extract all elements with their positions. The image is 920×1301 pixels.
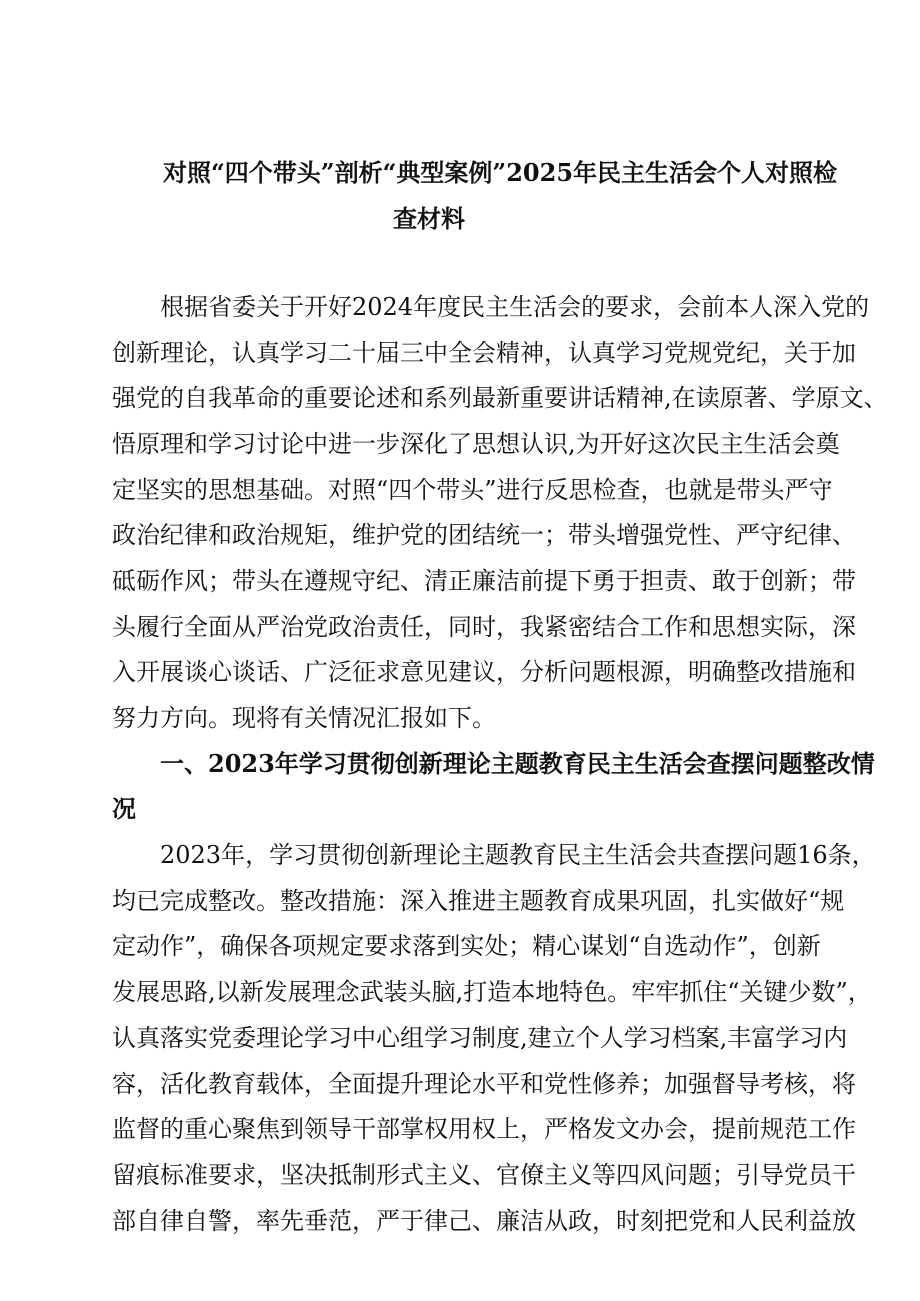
- paragraph-2-line-5: 认真落实党委理论学习中心组学习制度,建立个人学习档案,丰富学习内: [112, 1024, 848, 1052]
- paragraph-1-line-10: 努力方向。现将有关情况汇报如下。: [112, 704, 496, 732]
- paragraph-1-line-9: 入开展谈心谈话、广泛征求意见建议，分析问题根源，明确整改措施和: [112, 658, 856, 686]
- paragraph-2-line-6: 容，活化教育载体，全面提升理论水平和党性修养；加强督导考核，将: [112, 1070, 856, 1098]
- paragraph-2-line-8: 留痕标准要求，坚决抵制形式主义、官僚主义等四风问题；引导党员干: [112, 1161, 856, 1189]
- paragraph-1-line-6: 政治纪律和政治规矩，维护党的团结统一；带头增强党性、严守纪律、: [112, 521, 856, 549]
- paragraph-2-line-3: 定动作”，确保各项规定要求落到实处；精心谋划“自选动作”，创新: [112, 932, 821, 960]
- paragraph-1-line-3: 强党的自我革命的重要论述和系列最新重要讲话精神,在读原著、学原文、: [112, 384, 888, 412]
- section-heading-1-line-1: 一、2023年学习贯彻创新理论主题教育民主生活会查摆问题整改情: [160, 749, 875, 778]
- paragraph-1-line-5: 定坚实的思想基础。对照“四个带头”进行反思检查，也就是带头严守: [112, 476, 833, 504]
- section-heading-1-line-2: 况: [112, 794, 136, 823]
- paragraph-2-line-1: 2023年，学习贯彻创新理论主题教育民主生活会共查摆问题16条，: [160, 841, 876, 869]
- paragraph-2-line-4: 发展思路,以新发展理念武装头脑,打造本地特色。牢牢抓住“关键少数”，: [112, 978, 872, 1006]
- paragraph-1-line-4: 悟原理和学习讨论中进一步深化了思想认识,为开好这次民主生活会奠: [112, 430, 840, 458]
- document-title-line-2: 查材料: [393, 204, 465, 233]
- document-title-line-1: 对照“四个带头”剖析“典型案例”2025年民主生活会个人对照检: [163, 158, 838, 187]
- paragraph-1-line-2: 创新理论，认真学习二十届三中全会精神，认真学习党规党纪，关于加: [112, 339, 856, 367]
- paragraph-1-line-7: 砥砺作风；带头在遵规守纪、清正廉洁前提下勇于担责、敢于创新；带: [112, 567, 856, 595]
- paragraph-2-line-9: 部自律自警，率先垂范，严于律己、廉洁从政，时刻把党和人民利益放: [112, 1207, 856, 1235]
- paragraph-1-line-1: 根据省委关于开好2024年度民主生活会的要求，会前本人深入党的: [160, 293, 870, 321]
- paragraph-1-line-8: 头履行全面从严治党政治责任，同时，我紧密结合工作和思想实际，深: [112, 613, 856, 641]
- paragraph-2-line-7: 监督的重心聚焦到领导干部掌权用权上，严格发文办会，提前规范工作: [112, 1115, 856, 1143]
- paragraph-2-line-2: 均已完成整改。整改措施：深入推进主题教育成果巩固，扎实做好“规: [112, 887, 845, 915]
